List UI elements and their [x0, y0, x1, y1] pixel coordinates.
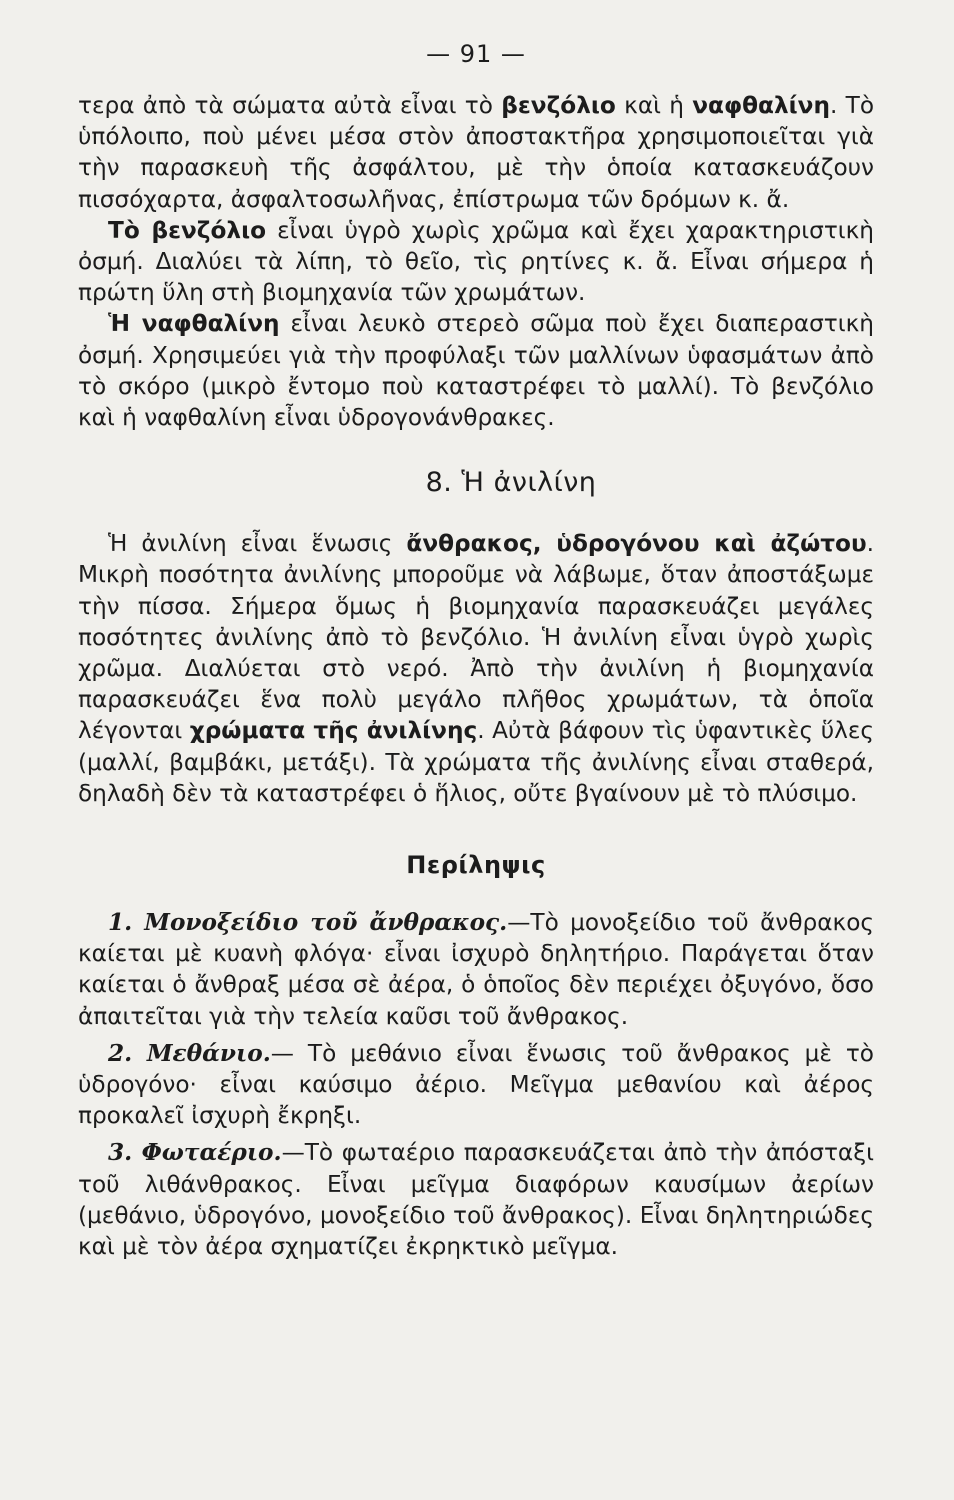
summary-text: — Τὸ μεθάνιο εἶναι ἕνωσις τοῦ ἄνθρακος μὲ τὸ ὑδρογόνο· εἶναι καύσιμο ἀέριο. Μεῖγμα μεθανίου καὶ ἀέρος προκαλεῖ ἰσχυρὴ ἔκρηξι. [78, 1039, 874, 1130]
section-8-title: 8. Ἡ ἀνιλίνη [425, 467, 597, 499]
term-benzene-heading: Τὸ βενζόλιο [108, 216, 267, 244]
paragraph-aniline [78, 528, 874, 809]
text: . Αὐτὰ βάφουν τὶς ὑφαντικὲς ὕλες (μαλλί, βαμβάκι, μετάξι). Τὰ χρώματα τῆς ἀνιλίνης εἶναι σταθερά, δηλαδὴ δὲν τὰ καταστρέφει ὁ ἥλιος, οὔτε βγαίνουν μὲ τὸ πλύσιμο. [78, 717, 874, 807]
summary-text: —Τὸ φωταέριο παρασκευάζεται ἀπὸ τὴν ἀπόσταξι τοῦ λιθάνθρακος. Εἶναι μεῖγμα διαφόρων καυσίμων ἀερίων (μεθάνιο, ὑδρογόνο, μονοξείδιο τοῦ ἄνθρακος). Εἶναι δηλητηριώδες καὶ μὲ τὸν ἀέρα σχηματίζει ἐκρηκτικὸ μεῖγμα. [78, 1139, 874, 1261]
paragraph-tar-distillation [78, 90, 874, 215]
term-aniline-composition: ἄνθρακος, ὑδρογόνου καὶ ἀζώτου [406, 530, 867, 558]
term-aniline-dyes: χρώματα τῆς ἀνιλίνης [189, 717, 478, 745]
summary-item-carbon-monoxide [78, 907, 874, 1032]
page-number: — 91 — [426, 40, 526, 68]
term-benzene: βενζόλιο [501, 92, 616, 119]
summary-item-methane [78, 1038, 874, 1132]
text: καὶ ἡ [615, 92, 693, 119]
summary-text: —Τὸ μονοξείδιο τοῦ ἄνθρακος καίεται μὲ κυανὴ φλόγα· εἶναι ἰσχυρὸ δηλητήριο. Παράγεται ὅταν καίεται ὁ ἄνθραξ μέσα σὲ ἀέρα, ὁ ὁποῖος δὲν περιέχει ὀξυγόνο, ὅσο ἀπαιτεῖται γιὰ τὴν τελεία καῦσι τοῦ ἄνθρακος. [78, 909, 874, 1030]
text: εἶναι ὑγρὸ χωρὶς χρῶμα καὶ ἔχει χαρακτηριστικὴ ὀσμή. Διαλύει τὰ λίπη, τὸ θεῖο, τὶς ρητίνες κ. ἄ. Εἶναι σήμερα ἡ πρώτη ὕλη στὴ βιομηχανία τῶν χρωμάτων. [78, 216, 874, 307]
term-naphthalene: ναφθαλίνη [692, 92, 830, 119]
term-naphthalene-heading: Ἡ ναφθαλίνη [108, 310, 280, 338]
text: Ἡ ἀνιλίνη εἶναι ἕνωσις [108, 530, 407, 558]
text: . Τὸ ὑπόλοιπο, ποὺ μένει μέσα στὸν ἀποστακτῆρα χρησιμοποιεῖται γιὰ τὴν παρασκευὴ τῆς ἀσφάλτου, μὲ τὴν ὁποία κατασκευάζουν πισσόχαρτα, ἀσφαλτοσωλῆνας, ἐπίστρωμα τῶν δρόμων κ. ἄ. [78, 92, 875, 213]
summary-item-coal-gas [78, 1137, 874, 1262]
paragraph-benzene [78, 215, 874, 309]
summary-label: 1. Μονοξείδιο τοῦ ἄνθρακος. [108, 909, 508, 937]
text: . Μικρὴ ποσότητα ἀνιλίνης μποροῦμε νὰ λάβωμε, ὅταν ἀποστάξωμε τὴν πίσσα. Σήμερα ὅμως ἡ βιομηχανία παρασκευάζει μεγάλες ποσότητες ἀνιλίνης ἀπὸ τὸ βενζόλιο. Ἡ ἀνιλίνη εἶναι ὑγρὸ χωρὶς χρῶμα. Διαλύεται στὸ νερό. Ἀπὸ τὴν ἀνιλίνη ἡ βιομηχανία παρασκευάζει ἕνα πολὺ μεγάλο πλῆθος χρωμάτων, τὰ ὁποῖα λέγονται [78, 530, 874, 745]
summary-label: 3. Φωταέριο. [108, 1139, 282, 1167]
summary-title: Περίληψις [406, 851, 546, 880]
text: τερα ἀπὸ τὰ σώματα αὐτὰ εἶναι τὸ [78, 92, 502, 119]
text: εἶναι λευκὸ στερεὸ σῶμα ποὺ ἔχει διαπεραστικὴ ὀσμή. Χρησιμεύει γιὰ τὴν προφύλαξι τῶν μαλλίνων ὑφασμάτων ἀπὸ τὸ σκόρο (μικρὸ ἔντομο ποὺ καταστρέφει τὸ μαλλί). Τὸ βενζόλιο καὶ ἡ ναφθαλίνη εἶναι ὑδρογονάνθρακες. [78, 310, 874, 432]
paragraph-naphthalene [78, 308, 874, 433]
summary-label: 2. Μεθάνιο. [108, 1039, 271, 1067]
